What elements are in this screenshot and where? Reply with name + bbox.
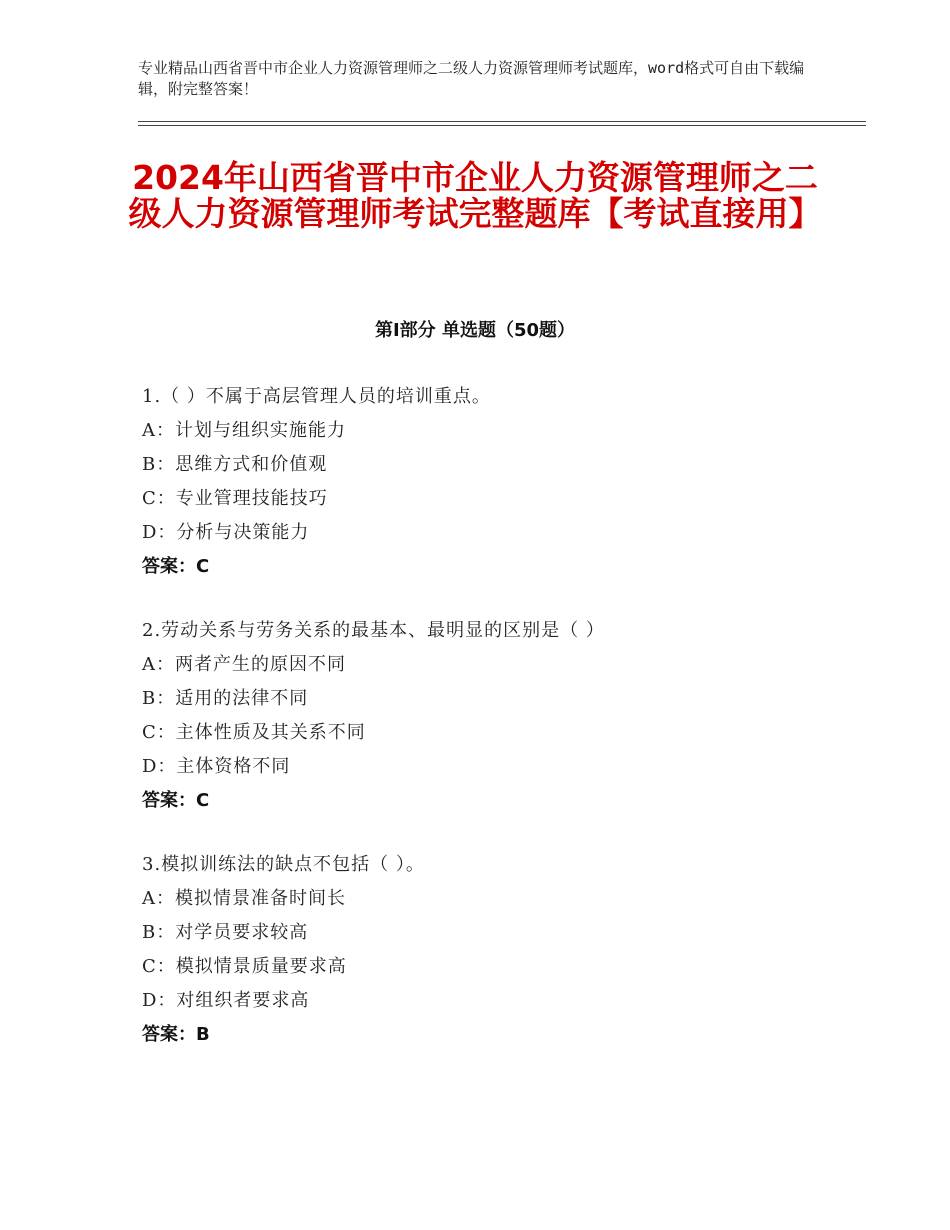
question-stem: 2.劳动关系与劳务关系的最基本、最明显的区别是（ ） (142, 620, 605, 641)
option-c: C：主体性质及其关系不同 (142, 722, 366, 743)
header-note: 专业精品山西省晋中市企业人力资源管理师之二级人力资源管理师考试题库，word格式可自由下载编辑，附完整答案！ (138, 59, 805, 98)
question-stem: 1.（ ）不属于高层管理人员的培训重点。 (142, 386, 491, 407)
answer-line: 答案：C (142, 556, 210, 577)
question-list (142, 380, 842, 1082)
answer-line: 答案：B (142, 1024, 210, 1045)
document-title: 2024年山西省晋中市企业人力资源管理师之二级人力资源管理师考试完整题库【考试直接用】 (128, 158, 822, 233)
option-c: C：模拟情景质量要求高 (142, 956, 347, 977)
option-a: A：计划与组织实施能力 (142, 420, 346, 441)
question-stem: 3.模拟训练法的缺点不包括（ ）。 (142, 854, 425, 875)
option-d: D：对组织者要求高 (142, 990, 310, 1011)
question-item (142, 614, 842, 818)
option-b: B：思维方式和价值观 (142, 454, 328, 475)
answer-line: 答案：C (142, 790, 210, 811)
header-divider (138, 121, 866, 122)
option-a: A：模拟情景准备时间长 (142, 888, 346, 909)
option-b: B：适用的法律不同 (142, 688, 309, 709)
question-item (142, 380, 842, 584)
option-c: C：专业管理技能技巧 (142, 488, 328, 509)
option-a: A：两者产生的原因不同 (142, 654, 346, 675)
option-b: B：对学员要求较高 (142, 922, 309, 943)
option-d: D：分析与决策能力 (142, 522, 310, 543)
option-d: D：主体资格不同 (142, 756, 291, 777)
header-divider (138, 125, 866, 126)
question-item (142, 848, 842, 1052)
section-heading: 第Ⅰ部分 单选题（50题） (374, 320, 575, 341)
